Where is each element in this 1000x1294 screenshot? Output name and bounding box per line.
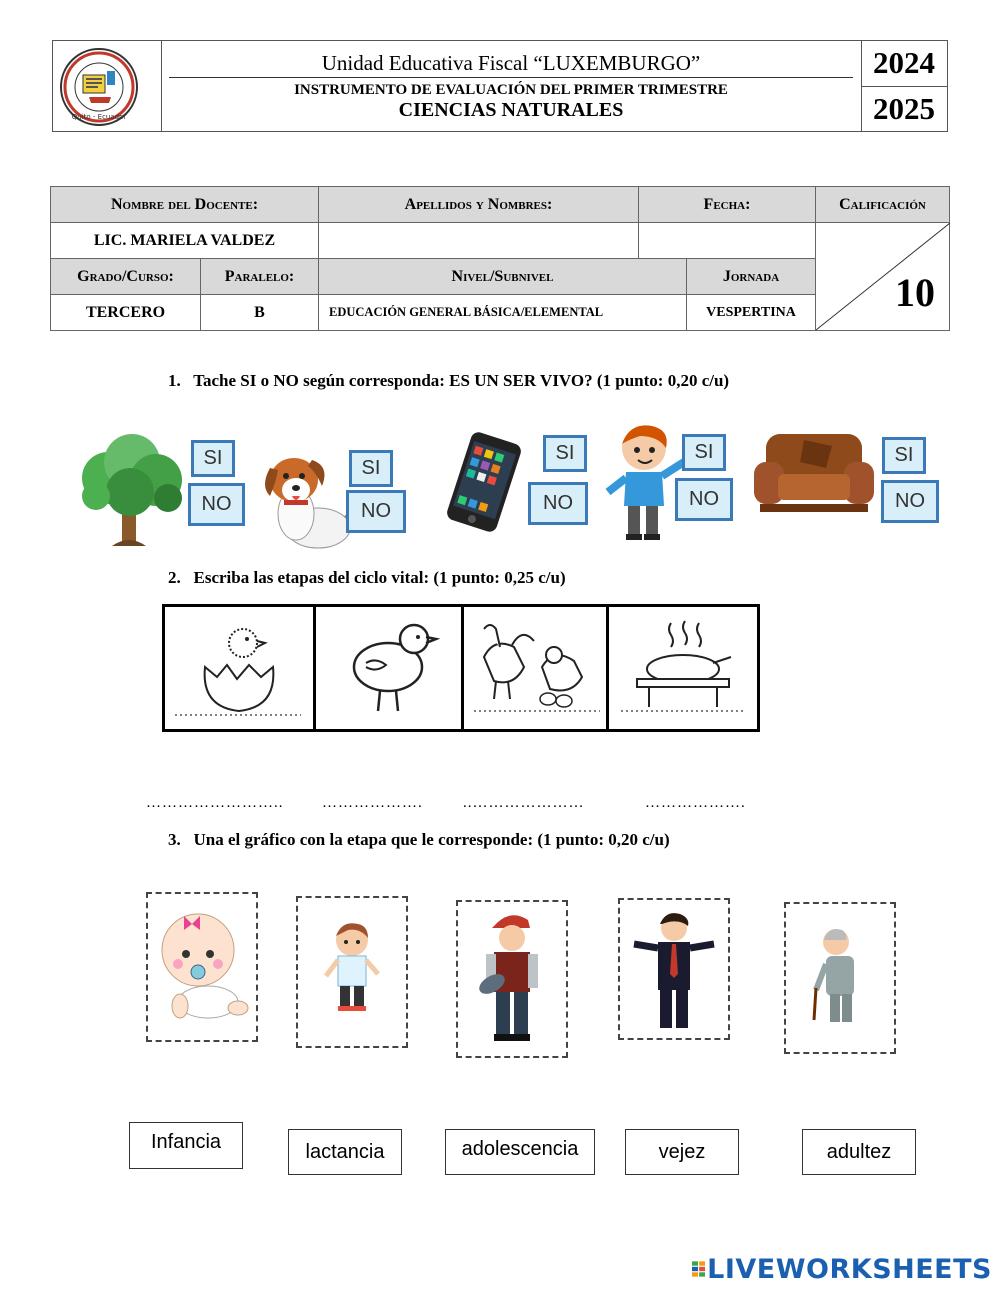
jornada-value: VESPERTINA (686, 294, 816, 331)
subject-title: CIENCIAS NATURALES (398, 99, 624, 121)
header-center (161, 41, 862, 131)
si-box-boy[interactable]: SI (682, 434, 726, 471)
hatching-chick-icon (165, 607, 313, 729)
year-end: 2025 (873, 91, 935, 126)
jornada-label: Jornada (686, 258, 816, 295)
student-info-table (50, 186, 950, 331)
liveworksheets-watermark (692, 1252, 992, 1286)
question-1-text: Tache SI o NO según corresponda: ES UN SER VIVO? (1 punto: 0,20 c/u) (193, 371, 730, 390)
liveworksheets-logo-icon (692, 1255, 705, 1283)
word-lactancia[interactable]: lactancia (288, 1129, 402, 1175)
tree-icon (72, 434, 190, 552)
question-3 (168, 830, 670, 850)
blank-line-2[interactable]: ………………. (322, 795, 423, 811)
grade-cell (815, 222, 950, 331)
word-vejez[interactable]: vejez (625, 1129, 739, 1175)
svg-text:Quito - Ecuador: Quito - Ecuador (71, 113, 127, 121)
school-name: Unidad Educativa Fiscal “LUXEMBURGO” (321, 51, 701, 75)
question-3-number: 3. (168, 830, 181, 849)
teenager-icon (458, 902, 566, 1056)
nivel-label: Nivel/Subnivel (318, 258, 687, 295)
stage-cell-cooked (609, 607, 760, 729)
liveworksheets-brand: LIVEWORKSHEETS (707, 1253, 992, 1285)
question-2-text: Escriba las etapas del ciclo vital: (1 punto: 0,25 c/u) (193, 568, 566, 587)
hen-and-rooster-icon (464, 607, 606, 729)
header-box (52, 40, 948, 132)
blank-line-1[interactable]: …………………….. (146, 795, 284, 811)
no-box-boy[interactable]: NO (675, 478, 733, 521)
child-icon (298, 898, 406, 1046)
si-box-phone[interactable]: SI (543, 435, 587, 472)
school-logo-icon (53, 41, 161, 131)
teenager-card[interactable] (456, 900, 568, 1058)
si-box-dog[interactable]: SI (349, 450, 393, 487)
evaluation-instrument-title: INSTRUMENTO DE EVALUACIÓN DEL PRIMER TRIMESTRE (294, 82, 728, 98)
apellidos-label: Apellidos y Nombres: (318, 186, 639, 223)
word-adolescencia[interactable]: adolescencia (445, 1129, 595, 1175)
no-box-phone[interactable]: NO (528, 482, 588, 525)
elderly-card[interactable] (784, 902, 896, 1054)
calificacion-label: Calificación (815, 186, 950, 223)
blank-line-3[interactable]: ..………………… (463, 795, 585, 811)
roast-chicken-icon (609, 607, 757, 729)
question-2-number: 2. (168, 568, 181, 587)
docente-value: LIC. MARIELA VALDEZ (50, 222, 319, 259)
nivel-value: EDUCACIÓN GENERAL BÁSICA/ELEMENTAL (318, 294, 687, 331)
no-box-tree[interactable]: NO (188, 483, 245, 526)
no-box-dog[interactable]: NO (346, 490, 406, 533)
elderly-icon (786, 904, 894, 1052)
sofa-icon (752, 428, 876, 520)
fecha-field[interactable] (638, 222, 816, 259)
school-year (861, 41, 947, 131)
grade-diagonal-line (816, 223, 951, 332)
no-box-sofa[interactable]: NO (881, 480, 939, 523)
paralelo-value: B (200, 294, 319, 331)
si-box-sofa[interactable]: SI (882, 437, 926, 474)
paralelo-label: Paralelo: (200, 258, 319, 295)
si-box-tree[interactable]: SI (191, 440, 235, 477)
adult-card[interactable] (618, 898, 730, 1040)
boy-pointing-icon (600, 422, 686, 544)
living-things-row (70, 420, 950, 555)
stage-cell-adults (464, 607, 609, 729)
adult-icon (620, 900, 728, 1038)
header-divider (169, 77, 853, 78)
word-adultez[interactable]: adultez (802, 1129, 916, 1175)
question-1-number: 1. (168, 371, 181, 390)
chicken-life-cycle-table (162, 604, 760, 732)
stage-cell-chick (316, 607, 464, 729)
question-2 (168, 568, 566, 588)
stage-cell-hatching (165, 607, 316, 729)
grado-value: TERCERO (50, 294, 201, 331)
grado-label: Grado/Curso: (50, 258, 201, 295)
year-start: 2024 (861, 41, 947, 87)
blank-line-4[interactable]: ………………. (645, 795, 746, 811)
question-1 (168, 371, 729, 391)
docente-label: Nombre del Docente: (50, 186, 319, 223)
smartphone-icon (434, 432, 534, 532)
question-3-text: Una el gráfico con la etapa que le corresponde: (1 punto: 0,20 c/u) (193, 830, 670, 849)
word-infancia[interactable]: Infancia (129, 1122, 243, 1169)
fecha-label: Fecha: (638, 186, 816, 223)
apellidos-field[interactable] (318, 222, 639, 259)
grade-value: 10 (895, 270, 935, 315)
baby-card[interactable] (146, 892, 258, 1042)
baby-icon (148, 894, 256, 1040)
school-logo-cell (53, 41, 162, 131)
child-card[interactable] (296, 896, 408, 1048)
chick-icon (316, 607, 461, 729)
